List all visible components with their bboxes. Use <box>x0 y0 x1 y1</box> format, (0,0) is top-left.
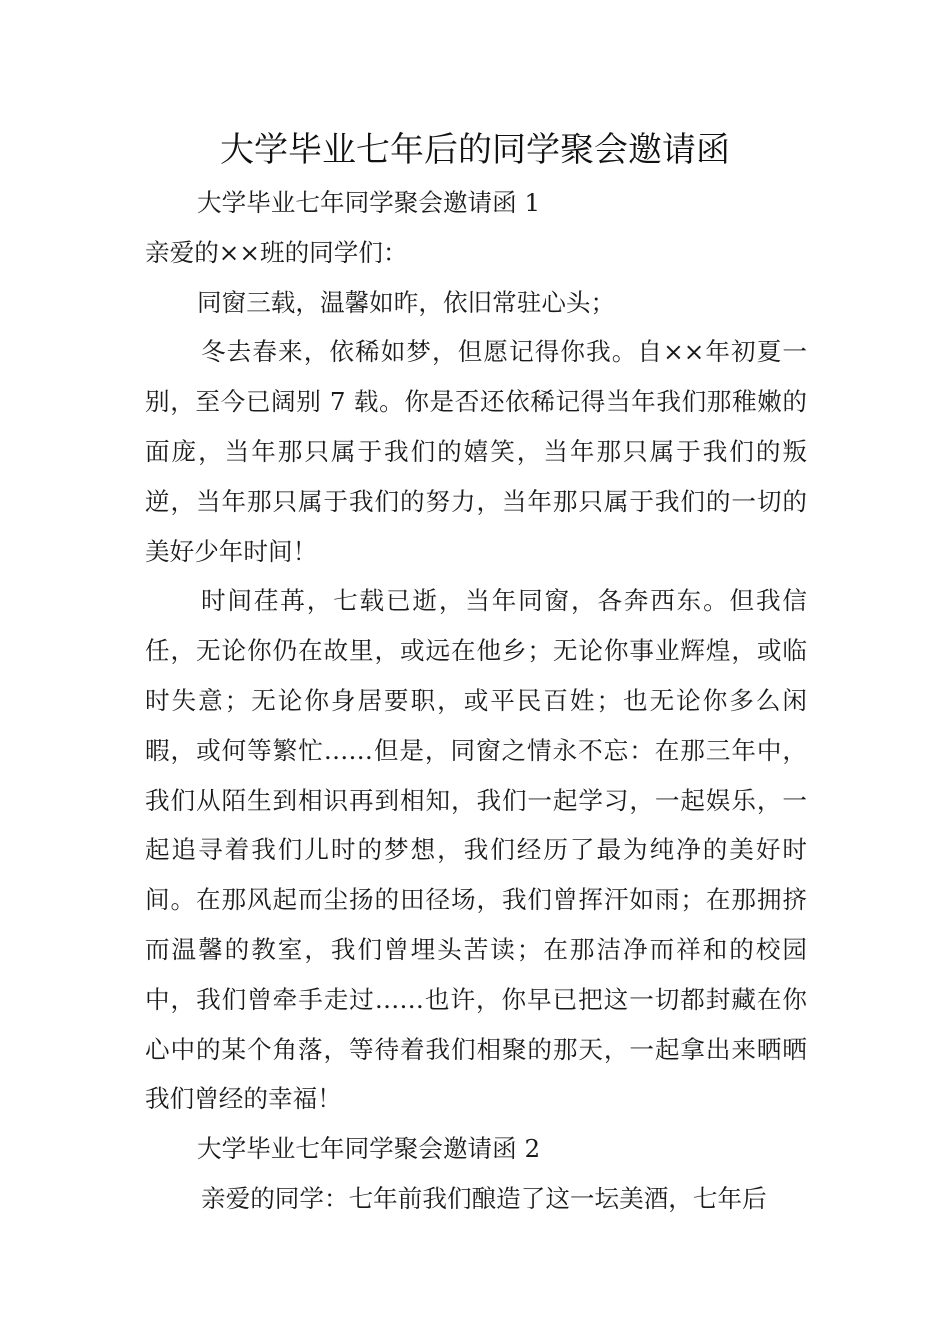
salutation: 亲爱的××班的同学们： <box>145 237 408 267</box>
section-heading-2: 大学毕业七年同学聚会邀请函 2 <box>197 1134 541 1164</box>
document-body <box>145 178 807 1224</box>
paragraph-invitation-2: 亲爱的同学：七年前我们酿造了这一坛美酒，七年后 <box>201 1183 767 1213</box>
section-heading-1: 大学毕业七年同学聚会邀请函 1 <box>197 188 541 217</box>
document-title: 大学毕业七年后的同学聚会邀请函 <box>220 130 730 170</box>
paragraph-time-passes: 时间荏苒，七载已逝，当年同窗，各奔西东。但我信任，无论你仍在故里，或远在他乡；无论你事业辉煌，或临时失意；无论你身居要职，或平民百姓；也无论你多么闲暇，或何等繁忙……但是，同窗之情永不忘：在那三年中，我们从陌生到相识再到相知，我们一起学习，一起娱乐，一起追寻着我们儿时的梦想，我们经历了最为纯净的美好时间。在那风起而尘扬的田径场，我们曾挥汗如雨；在那拥挤而温馨的教室，我们曾埋头苦读；在那洁净而祥和的校园中，我们曾牵手走过……也许，你早已把这一切都封藏在你心中的某个角落，等待着我们相聚的那天，一起拿出来晒晒我们曾经的幸福！ <box>145 586 807 1114</box>
paragraph-memories: 冬去春来，依稀如梦，但愿记得你我。自××年初夏一别，至今已阔别 7 载。你是否还依稀记得当年我们那稚嫩的面庞，当年那只属于我们的嬉笑，当年那只属于我们的叛逆，当年那只属于我们的努力，当年那只属于我们的一切的美好少年时间！ <box>145 337 807 566</box>
opening-line: 同窗三载，温馨如昨，依旧常驻心头； <box>197 287 616 317</box>
